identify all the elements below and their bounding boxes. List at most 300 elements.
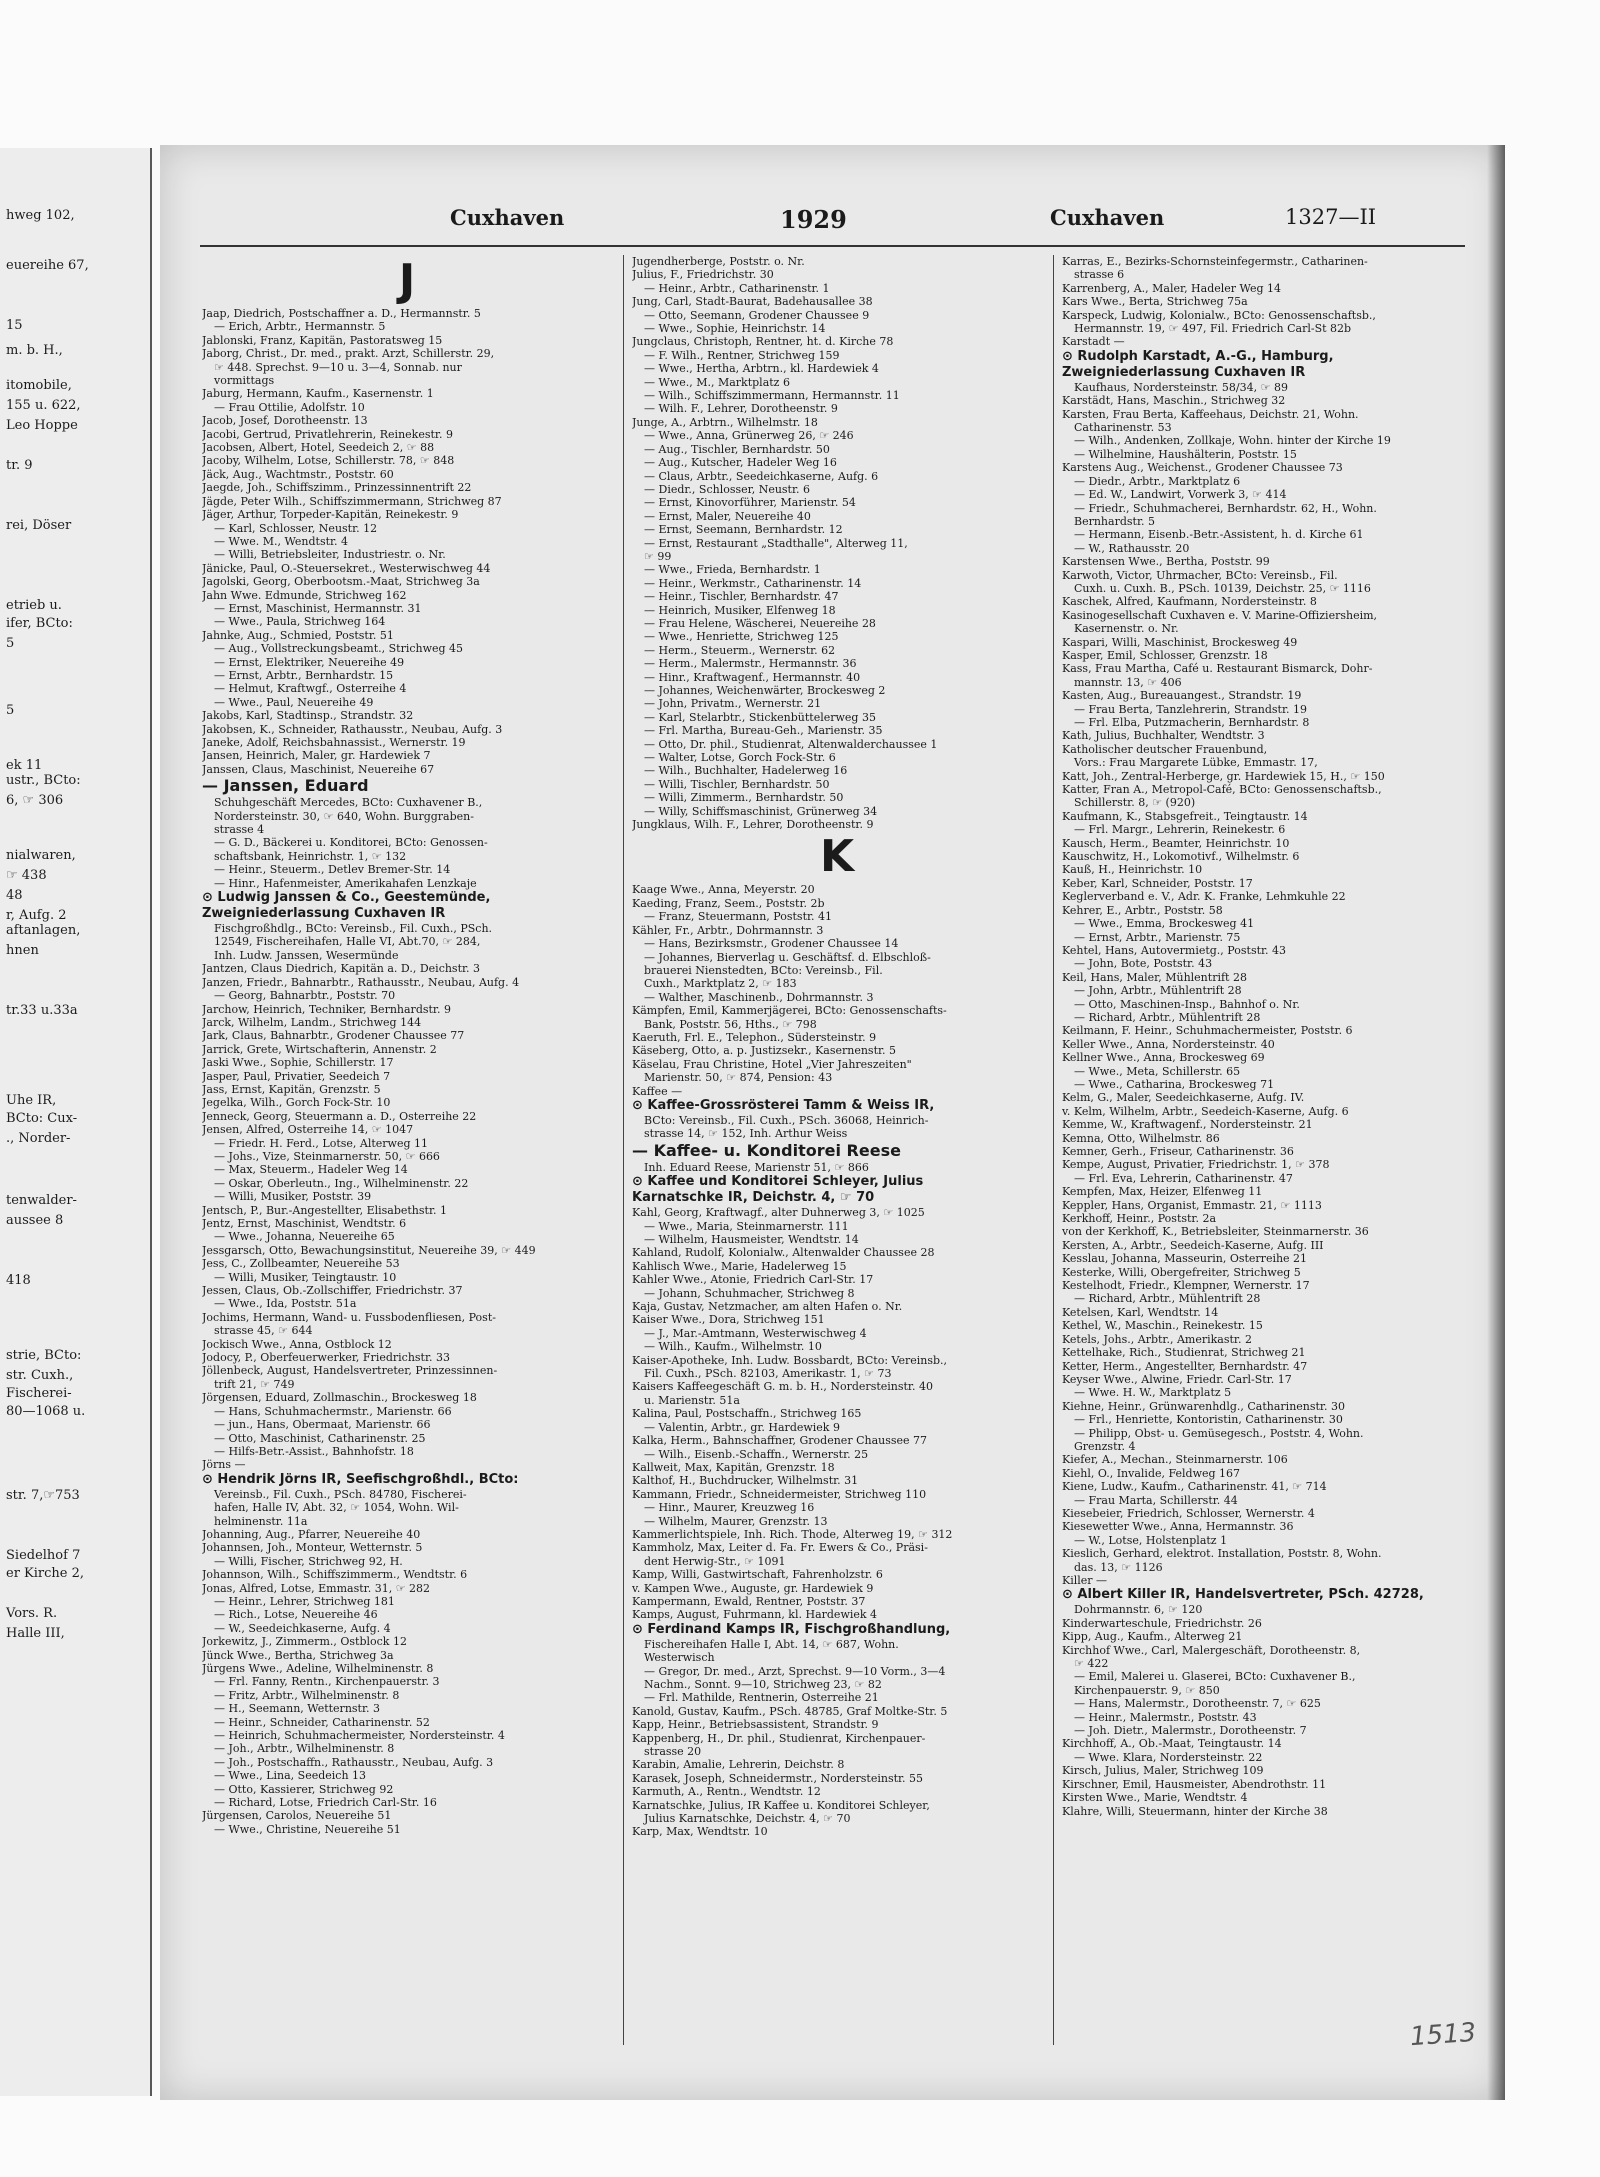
directory-entry: — W., Rathausstr. 20 (1074, 541, 1190, 555)
directory-entry: Kethel, W., Maschin., Reinekestr. 15 (1062, 1319, 1263, 1333)
directory-entry: Jacobsen, Albert, Hotel, Seedeich 2, ☞ 88 (202, 441, 435, 455)
directory-entry: — Richard, Lotse, Friedrich Carl-Str. 16 (214, 1796, 437, 1810)
directory-entry: Kasernenstr. o. Nr. (1074, 622, 1179, 636)
previous-page-text: strie, BCto: (6, 1348, 82, 1363)
directory-entry: — Wwe., Lina, Seedeich 13 (214, 1769, 367, 1783)
directory-firm-entry: ⊙ Hendrik Jörns IR, Seefischgroßhdl., BCto: (202, 1471, 519, 1487)
directory-entry: — Heinr., Steuerm., Detlev Bremer-Str. 14 (214, 863, 451, 877)
directory-entry: — Diedr., Arbtr., Marktplatz 6 (1074, 474, 1241, 488)
directory-entry: Johannsen, Joh., Monteur, Wetternstr. 5 (202, 1541, 423, 1555)
header-page-number: 1327—II (1285, 205, 1377, 229)
directory-entry: Kiesebeier, Friedrich, Schlosser, Wernerstr. 4 (1062, 1506, 1315, 1520)
directory-entry: — Fritz, Arbtr., Wilhelminenstr. 8 (214, 1688, 400, 1702)
directory-entry: Karstadt — (1062, 335, 1125, 349)
directory-entry: Kirchenpauerstr. 9, ☞ 850 (1074, 1683, 1220, 1697)
directory-entry: — Hans, Bezirksmstr., Grodener Chaussee 14 (644, 937, 899, 951)
directory-entry: Jakobs, Karl, Stadtinsp., Strandstr. 32 (202, 709, 414, 723)
directory-entry: — Wwe., Anna, Grünerweg 26, ☞ 246 (644, 429, 854, 443)
directory-entry: vormittags (214, 374, 275, 388)
directory-page (160, 145, 1505, 2100)
previous-page-text: tenwalder- (6, 1193, 77, 1208)
header-rule (200, 245, 1465, 247)
directory-entry: Käseberg, Otto, a. p. Justizsekr., Kasernenstr. 5 (632, 1044, 897, 1058)
directory-entry: Kanold, Gustav, Kaufm., PSch. 48785, Graf Moltke-Str. 5 (632, 1704, 948, 1718)
directory-entry: — Ernst, Maler, Neuereihe 40 (644, 509, 811, 523)
previous-page-text: 48 (6, 888, 23, 903)
directory-entry: — Wwe. M., Wendtstr. 4 (214, 534, 349, 548)
directory-entry: — Frl. Mathilde, Rentnerin, Osterreihe 21 (644, 1691, 879, 1705)
directory-entry: Jockisch Wwe., Anna, Ostblock 12 (202, 1337, 392, 1351)
directory-entry: Kammerlichtspiele, Inh. Rich. Thode, Alterweg 19, ☞ 312 (632, 1527, 953, 1541)
directory-entry: Jansen, Heinrich, Maler, gr. Hardewiek 7 (202, 749, 431, 763)
directory-entry: — Otto, Seemann, Grodener Chaussee 9 (644, 308, 870, 322)
directory-entry: Karwoth, Victor, Uhrmacher, BCto: Vereinsb., Fil. (1062, 568, 1338, 582)
directory-column-1 (202, 255, 612, 1836)
directory-entry: Kallweit, Max, Kapitän, Grenzstr. 18 (632, 1460, 835, 1474)
directory-entry: Katter, Fran A., Metropol-Café, BCto: Genossenschaftsb., (1062, 783, 1382, 797)
directory-entry: — Hinr., Maurer, Kreuzweg 16 (644, 1501, 815, 1515)
directory-entry: Keyser Wwe., Alwine, Friedr. Carl-Str. 17 (1062, 1372, 1292, 1386)
directory-entry: Julius Karnatschke, Deichstr. 4, ☞ 70 (644, 1812, 851, 1826)
directory-entry: — Walter, Lotse, Gorch Fock-Str. 6 (644, 751, 836, 765)
directory-entry: Karabin, Amalie, Lehrerin, Deichstr. 8 (632, 1758, 845, 1772)
page-header (160, 205, 1505, 243)
directory-entry: Keil, Hans, Maler, Mühlentrift 28 (1062, 970, 1247, 984)
directory-entry: — Wwe., Frieda, Bernhardstr. 1 (644, 563, 821, 577)
directory-entry: Cuxh., Marktplatz 2, ☞ 183 (644, 977, 797, 991)
directory-entry: Johanning, Aug., Pfarrer, Neuereihe 40 (202, 1527, 421, 1541)
directory-entry: — Willy, Schiffsmaschinist, Grünerweg 34 (644, 804, 878, 818)
directory-entry: Kaeding, Franz, Seem., Poststr. 2b (632, 896, 825, 910)
directory-entry: — Heinr., Malermstr., Poststr. 43 (1074, 1710, 1257, 1724)
previous-page-text: 5 (6, 636, 15, 651)
directory-firm-entry: ⊙ Rudolph Karstadt, A.-G., Hamburg, (1062, 348, 1334, 364)
directory-entry: Cuxh. u. Cuxh. B., PSch. 10139, Deichstr. 25, ☞ 1116 (1074, 581, 1371, 595)
directory-entry: Jahn Wwe. Edmunde, Strichweg 162 (202, 588, 407, 602)
directory-entry: — Ernst, Arbtr., Marienstr. 75 (1074, 930, 1241, 944)
directory-entry: Kausch, Herm., Beamter, Heinrichstr. 10 (1062, 836, 1290, 850)
directory-entry: — Wilhelm, Maurer, Grenzstr. 13 (644, 1514, 828, 1528)
previous-page-text: rei, Döser (6, 518, 72, 533)
directory-entry: — Walther, Maschinenb., Dohrmannstr. 3 (644, 990, 874, 1004)
directory-entry: Karras, E., Bezirks-Schornsteinfegermstr., Catharinen- (1062, 255, 1368, 268)
directory-entry: Jochims, Hermann, Wand- u. Fussbodenfliesen, Post- (202, 1310, 496, 1324)
directory-entry: — H., Seemann, Wetternstr. 3 (214, 1702, 381, 1716)
directory-entry: Karasek, Joseph, Schneidermstr., Nordersteinstr. 55 (632, 1771, 924, 1785)
directory-entry: trift 21, ☞ 749 (214, 1377, 295, 1391)
directory-entry: Jacoby, Wilhelm, Lotse, Schillerstr. 78, ☞ 848 (202, 454, 455, 468)
directory-entry: — jun., Hans, Obermaat, Marienstr. 66 (214, 1418, 431, 1432)
directory-entry: Karstens Aug., Weichenst., Grodener Chaussee 73 (1062, 461, 1343, 475)
directory-entry: — Wwe., Emma, Brockesweg 41 (1074, 917, 1255, 931)
directory-entry: — Wwe., Sophie, Heinrichstr. 14 (644, 322, 826, 336)
directory-entry: Kaiser-Apotheke, Inh. Ludw. Bossbardt, BCto: Vereinsb., (632, 1353, 948, 1367)
directory-entry: schaftsbank, Heinrichstr. 1, ☞ 132 (214, 849, 407, 863)
directory-entry: Kaiser Wwe., Dora, Strichweg 151 (632, 1313, 825, 1327)
directory-entry: — Wilh., Buchhalter, Hadelerweg 16 (644, 764, 848, 778)
directory-entry: Janssen, Claus, Maschinist, Neuereihe 67 (202, 762, 435, 776)
directory-entry: — Willi, Tischler, Bernhardstr. 50 (644, 777, 830, 791)
directory-entry: Kiene, Ludw., Kaufm., Catharinenstr. 41, ☞ 714 (1062, 1480, 1327, 1494)
directory-entry: das. 13, ☞ 1126 (1074, 1560, 1163, 1574)
directory-entry: Jarrick, Grete, Wirtschafterin, Annenstr. 2 (202, 1042, 437, 1056)
directory-entry: Kirchhoff, A., Ob.-Maat, Teingtaustr. 14 (1062, 1737, 1282, 1751)
previous-page-text: etrieb u. (6, 598, 62, 613)
directory-entry: Kiehl, O., Invalide, Feldweg 167 (1062, 1466, 1241, 1480)
directory-display-entry: — Janssen, Eduard (202, 776, 369, 796)
directory-entry: Kelm, G., Maler, Seedeichkaserne, Aufg. IV. (1062, 1091, 1305, 1105)
directory-entry: — Heinr., Schneider, Catharinenstr. 52 (214, 1715, 430, 1729)
directory-entry: Jacobi, Gertrud, Privatlehrerin, Reinekestr. 9 (202, 427, 453, 441)
directory-entry: u. Marienstr. 51a (644, 1393, 740, 1407)
directory-firm-entry: ⊙ Kaffee-Grossrösterei Tamm & Weiss IR, (632, 1097, 935, 1113)
directory-entry: Karstädt, Hans, Maschin., Strichweg 32 (1062, 394, 1286, 408)
directory-entry: Kaspari, Willi, Maschinist, Brockesweg 49 (1062, 635, 1298, 649)
directory-entry: Kaja, Gustav, Netzmacher, am alten Hafen o. Nr. (632, 1300, 903, 1314)
directory-entry: — Diedr., Schlosser, Neustr. 6 (644, 482, 811, 496)
directory-entry: — Wilh., Kaufm., Wilhelmstr. 10 (644, 1340, 822, 1354)
directory-entry: — Wilh. F., Lehrer, Dorotheenstr. 9 (644, 402, 838, 416)
previous-page-text: euereihe 67, (6, 258, 89, 273)
directory-entry: Jonas, Alfred, Lotse, Emmastr. 31, ☞ 282 (202, 1581, 431, 1595)
header-city-left: Cuxhaven (450, 205, 565, 230)
directory-entry: Kemner, Gerh., Friseur, Catharinenstr. 36 (1062, 1145, 1294, 1158)
directory-entry: — Aug., Tischler, Bernhardstr. 50 (644, 442, 830, 456)
directory-entry: Kaage Wwe., Anna, Meyerstr. 20 (632, 883, 815, 897)
directory-entry: — Rich., Lotse, Neuereihe 46 (214, 1608, 378, 1622)
directory-entry: Kettelhake, Rich., Studienrat, Strichweg 21 (1062, 1346, 1306, 1360)
directory-entry: — Wwe., Christine, Neuereihe 51 (214, 1822, 401, 1836)
directory-entry: Karspeck, Ludwig, Kolonialw., BCto: Genossenschaftsb., (1062, 308, 1376, 322)
previous-page-text: Vors. R. (6, 1606, 58, 1621)
directory-entry: Kasinogesellschaft Cuxhaven e. V. Marine-Offiziersheim, (1062, 608, 1378, 622)
directory-entry: — Otto, Maschinen-Insp., Bahnhof o. Nr. (1074, 997, 1300, 1011)
directory-entry: strasse 20 (644, 1745, 702, 1759)
directory-entry: — G. D., Bäckerei u. Konditorei, BCto: Genossen- (214, 836, 488, 850)
directory-entry: — Johannes, Bierverlag u. Geschäftsf. d. Elbschloß- (644, 950, 931, 964)
directory-entry: — Karl, Stelarbtr., Stickenbüttelerweg 35 (644, 710, 876, 724)
directory-entry: Kauß, H., Heinrichstr. 10 (1062, 863, 1203, 877)
directory-entry: Kerkhoff, Heinr., Poststr. 2a (1062, 1212, 1217, 1226)
directory-entry: — Aug., Kutscher, Hadeler Weg 16 (644, 456, 837, 470)
directory-entry: — Friedr. H. Ferd., Lotse, Alterweg 11 (214, 1136, 429, 1150)
directory-entry: Kemme, W., Kraftwagenf., Nordersteinstr. 21 (1062, 1118, 1313, 1132)
directory-entry: — Frl. Elba, Putzmacherin, Bernhardstr. 8 (1074, 716, 1310, 729)
directory-entry: — Wwe. H. W., Marktplatz 5 (1074, 1386, 1232, 1400)
directory-entry: Karrenberg, A., Maler, Hadeler Weg 14 (1062, 281, 1281, 295)
directory-entry: Vereinsb., Fil. Cuxh., PSch. 84780, Fischerei- (214, 1487, 467, 1501)
directory-entry: — Wilh., Eisenb.-Schaffn., Wernerstr. 25 (644, 1447, 869, 1461)
section-letter: J (398, 255, 416, 306)
previous-page-text: 15 (6, 318, 23, 333)
directory-entry: Katholischer deutscher Frauenbund, (1062, 742, 1268, 756)
directory-entry: — Ernst, Maschinist, Hermannstr. 31 (214, 601, 422, 615)
directory-entry: — Oskar, Oberleutn., Ing., Wilhelminenstr. 22 (214, 1176, 469, 1190)
directory-entry: — Wilhelmine, Haushälterin, Poststr. 15 (1074, 447, 1297, 461)
directory-entry: Kipp, Aug., Kaufm., Alterweg 21 (1062, 1630, 1243, 1644)
directory-entry: — Willi, Betriebsleiter, Industriestr. o. Nr. (214, 548, 446, 562)
previous-page-text: r, Aufg. 2 (6, 908, 67, 923)
directory-entry: Kath, Julius, Buchhalter, Wendtstr. 3 (1062, 729, 1265, 743)
directory-entry: Karp, Max, Wendtstr. 10 (632, 1825, 768, 1839)
directory-entry: Keglerverband e. V., Adr. K. Franke, Lehmkuhle 22 (1062, 890, 1346, 904)
directory-entry: — Max, Steuerm., Hadeler Weg 14 (214, 1163, 408, 1177)
directory-entry: Jaegde, Joh., Schiffszimm., Prinzessinnentrift 22 (202, 481, 472, 495)
directory-firm-entry: ⊙ Albert Killer IR, Handelsvertreter, PSch. 42728, (1062, 1587, 1424, 1603)
directory-entry: — Herm., Steuerm., Wernerstr. 62 (644, 643, 836, 657)
directory-firm-entry: ⊙ Ferdinand Kamps IR, Fischgroßhandlung, (632, 1621, 951, 1637)
directory-entry: Kämpfen, Emil, Kammerjägerei, BCto: Genossenschafts- (632, 1004, 947, 1018)
directory-entry: v. Kampen Wwe., Auguste, gr. Hardewiek 9 (632, 1581, 874, 1595)
directory-entry: Jark, Claus, Bahnarbtr., Grodener Chaussee 77 (202, 1029, 465, 1043)
directory-entry: — Wwe., Ida, Poststr. 51a (214, 1297, 357, 1311)
directory-entry: Kahland, Rudolf, Kolonialw., Altenwalder Chaussee 28 (632, 1246, 935, 1260)
directory-entry: — Johs., Vize, Steinmarnerstr. 50, ☞ 666 (214, 1149, 440, 1163)
directory-entry: Kahlisch Wwe., Marie, Hadelerweg 15 (632, 1259, 847, 1273)
previous-page-text: str. 7,☞753 (6, 1488, 80, 1503)
directory-entry: — Franz, Steuermann, Poststr. 41 (644, 910, 833, 924)
previous-page-text: aussee 8 (6, 1213, 64, 1228)
directory-entry: Jentsch, P., Bur.-Angestellter, Elisabethstr. 1 (202, 1203, 447, 1217)
directory-entry: — Frl., Henriette, Kontoristin, Catharinenstr. 30 (1074, 1413, 1343, 1427)
directory-entry: — Wwe., Hertha, Arbtrn., kl. Hardewiek 4 (644, 362, 879, 376)
directory-entry: Inh. Eduard Reese, Marienstr 51, ☞ 866 (644, 1160, 869, 1174)
directory-entry: Marienstr. 50, ☞ 874, Pension: 43 (644, 1071, 833, 1085)
directory-entry: Fischereihafen Halle I, Abt. 14, ☞ 687, Wohn. (644, 1637, 899, 1651)
directory-entry: — Herm., Malermstr., Hermannstr. 36 (644, 657, 857, 671)
directory-entry: Hermannstr. 19, ☞ 497, Fil. Friedrich Carl-St 82b (1074, 322, 1352, 336)
directory-entry: Kaufmann, K., Stabsgefreit., Teingtaustr. 14 (1062, 809, 1308, 823)
directory-entry: — Frau Marta, Schillerstr. 44 (1074, 1493, 1238, 1507)
directory-entry: — Ernst, Elektriker, Neuereihe 49 (214, 655, 405, 669)
previous-page-text: Halle III, (6, 1626, 65, 1641)
previous-page-text: er Kirche 2, (6, 1566, 85, 1581)
directory-entry: — Frl. Fanny, Rentn., Kirchenpauerstr. 3 (214, 1675, 440, 1689)
directory-entry: — John, Bote, Poststr. 43 (1074, 957, 1213, 971)
directory-entry: Jass, Ernst, Kapitän, Grenzstr. 5 (202, 1082, 381, 1096)
directory-entry: Jünck Wwe., Bertha, Strichweg 3a (202, 1648, 394, 1662)
directory-entry: — Ed. W., Landwirt, Vorwerk 3, ☞ 414 (1074, 488, 1287, 502)
directory-firm-entry: Zweigniederlassung Cuxhaven IR (202, 906, 446, 922)
directory-entry: Karstensen Wwe., Bertha, Poststr. 99 (1062, 555, 1270, 569)
directory-entry: Kempe, August, Privatier, Friedrichstr. 1, ☞ 378 (1062, 1158, 1330, 1172)
directory-column-2 (632, 255, 1042, 1839)
directory-entry: — Frl. Martha, Bureau-Geh., Marienstr. 35 (644, 724, 883, 738)
directory-entry: Ketels, Johs., Arbtr., Amerikastr. 2 (1062, 1332, 1252, 1346)
directory-entry: — Ernst, Seemann, Bernhardstr. 12 (644, 523, 843, 537)
directory-entry: — Ernst, Arbtr., Bernhardstr. 15 (214, 668, 394, 682)
directory-entry: Jegelka, Wilh., Gorch Fock-Str. 10 (202, 1096, 391, 1110)
directory-entry: Jörns — (202, 1458, 246, 1472)
directory-entry: Jaski Wwe., Sophie, Schillerstr. 17 (202, 1056, 394, 1070)
directory-entry: Jäger, Arthur, Torpeder-Kapitän, Reinekestr. 9 (202, 508, 459, 522)
directory-entry: Kammann, Friedr., Schneidermeister, Strichweg 110 (632, 1487, 927, 1501)
directory-entry: — Helmut, Kraftwgf., Osterreihe 4 (214, 682, 407, 696)
previous-page-text: aftanlagen, (6, 923, 81, 938)
page-edge-shadow (1487, 145, 1505, 2100)
directory-entry: — Joh., Postschaffn., Rathausstr., Neubau, Aufg. 3 (214, 1755, 494, 1769)
directory-entry: Fischgroßhdlg., BCto: Vereinsb., Fil. Cuxh., PSch. (214, 922, 493, 936)
directory-entry: ☞ 99 (644, 549, 672, 563)
directory-entry: — Wwe., Catharina, Brockesweg 71 (1074, 1077, 1275, 1091)
directory-entry: — Ernst, Kinovorführer, Marienstr. 54 (644, 496, 856, 510)
directory-entry: Kellner Wwe., Anna, Brockesweg 69 (1062, 1051, 1265, 1065)
directory-entry: Junge, A., Arbtrn., Wilhelmstr. 18 (632, 415, 818, 429)
directory-entry: Kalthof, H., Buchdrucker, Wilhelmstr. 31 (632, 1474, 859, 1488)
directory-entry: — Emil, Malerei u. Glaserei, BCto: Cuxhavener B., (1074, 1670, 1356, 1684)
directory-entry: Kesterke, Willi, Obergefreiter, Strichweg 5 (1062, 1265, 1301, 1279)
previous-page-text: m. b. H., (6, 343, 63, 358)
directory-entry: Kaeruth, Frl. E., Telephon., Südersteinstr. 9 (632, 1030, 877, 1044)
directory-entry: Jungklaus, Wilh. F., Lehrer, Dorotheenstr. 9 (632, 818, 874, 832)
directory-entry: Jasper, Paul, Privatier, Seedeich 7 (202, 1069, 391, 1083)
directory-entry: — Wwe., Meta, Schillerstr. 65 (1074, 1064, 1241, 1078)
directory-entry: — Frau Ottilie, Adolfstr. 10 (214, 400, 365, 414)
directory-entry: Jess, C., Zollbeamter, Neuereihe 53 (202, 1257, 400, 1271)
directory-entry: — Willi, Fischer, Strichweg 92, H. (214, 1554, 403, 1568)
previous-page-text: 6, ☞ 306 (6, 793, 64, 808)
directory-entry: — Joh., Arbtr., Wilhelminenstr. 8 (214, 1742, 395, 1756)
previous-page-edge (0, 148, 152, 2096)
directory-entry: — Friedr., Schuhmacherei, Bernhardstr. 62, H., Wohn. (1074, 501, 1377, 515)
directory-entry: — Wilhelm, Hausmeister, Wendtstr. 14 (644, 1233, 859, 1246)
directory-entry: — Hans, Schuhmachermstr., Marienstr. 66 (214, 1404, 452, 1418)
previous-page-text: tr. 9 (6, 458, 33, 473)
directory-entry: Kemna, Otto, Wilhelmstr. 86 (1062, 1131, 1220, 1145)
directory-entry: Kersten, A., Arbtr., Seedeich-Kaserne, Aufg. III (1062, 1238, 1324, 1252)
previous-page-text: itomobile, (6, 378, 72, 393)
directory-entry: Kehtel, Hans, Autovermietg., Poststr. 43 (1062, 943, 1287, 957)
directory-entry: Katt, Joh., Zentral-Herberge, gr. Hardewiek 15, H., ☞ 150 (1062, 769, 1385, 783)
directory-entry: — Heinr., Tischler, Bernhardstr. 47 (644, 590, 839, 604)
directory-entry: — Wilh., Schiffszimmermann, Hermannstr. 11 (644, 389, 900, 403)
directory-entry: — Wwe., Paul, Neuereihe 49 (214, 695, 374, 709)
directory-entry: Jahnke, Aug., Schmied, Poststr. 51 (202, 628, 394, 642)
directory-entry: — F. Wilh., Rentner, Strichweg 159 (644, 348, 840, 362)
directory-entry: Bank, Poststr. 56, Hths., ☞ 798 (644, 1017, 817, 1031)
previous-page-text: tr.33 u.33a (6, 1003, 78, 1018)
directory-entry: helminenstr. 11a (214, 1514, 308, 1528)
directory-entry: Westerwisch (644, 1651, 715, 1665)
directory-entry: Janzen, Friedr., Bahnarbtr., Rathausstr., Neubau, Aufg. 4 (202, 975, 520, 989)
directory-entry: Kalina, Paul, Postschaffn., Strichweg 165 (632, 1407, 862, 1421)
directory-entry: Kesslau, Johanna, Masseurin, Osterreihe 21 (1062, 1252, 1308, 1266)
directory-entry: Dohrmannstr. 6, ☞ 120 (1074, 1603, 1203, 1617)
directory-firm-entry: ⊙ Ludwig Janssen & Co., Geestemünde, (202, 890, 491, 906)
directory-entry: Grenzstr. 4 (1074, 1439, 1136, 1453)
directory-entry: Kapp, Heinr., Betriebsassistent, Strandstr. 9 (632, 1718, 879, 1732)
directory-entry: Kauschwitz, H., Lokomotivf., Wilhelmstr. 6 (1062, 850, 1300, 864)
directory-entry: Kirsten Wwe., Marie, Wendtstr. 4 (1062, 1791, 1248, 1805)
previous-page-text: ifer, BCto: (6, 616, 73, 631)
previous-page-text: 418 (6, 1273, 31, 1288)
directory-entry: Jöllenbeck, August, Handelsvertreter, Prinzessinnen- (202, 1364, 498, 1378)
directory-entry: — Johann, Schuhmacher, Strichweg 8 (644, 1286, 855, 1300)
directory-entry: Ketter, Herm., Angestellter, Bernhardstr. 47 (1062, 1359, 1308, 1373)
directory-entry: — John, Arbtr., Mühlentrift 28 (1074, 984, 1242, 998)
previous-page-text: 80—1068 u. (6, 1404, 86, 1419)
directory-entry: Ketelsen, Karl, Wendtstr. 14 (1062, 1305, 1219, 1319)
directory-entry: Käselau, Frau Christine, Hotel „Vier Jahreszeiten" (632, 1057, 912, 1071)
directory-entry: Jungclaus, Christoph, Rentner, ht. d. Kirche 78 (632, 335, 894, 349)
directory-entry: Jäck, Aug., Wachtmstr., Poststr. 60 (202, 467, 394, 481)
directory-entry: ☞ 422 (1074, 1657, 1109, 1671)
previous-page-text: ustr., BCto: (6, 773, 81, 788)
directory-entry: strasse 6 (1074, 268, 1125, 282)
directory-entry: — Heinrich, Musiker, Elfenweg 18 (644, 603, 836, 617)
directory-entry: Janeke, Adolf, Reichsbahnassist., Wernerstr. 19 (202, 736, 466, 749)
previous-page-text: 155 u. 622, (6, 398, 81, 413)
directory-entry: — J., Mar.-Amtmann, Westerwischweg 4 (644, 1326, 867, 1340)
directory-entry: Kamp, Willi, Gastwirtschaft, Fahrenholzstr. 6 (632, 1568, 883, 1582)
previous-page-text: Uhe IR, (6, 1093, 57, 1108)
directory-entry: Kammholz, Max, Leiter d. Fa. Fr. Ewers & Co., Präsi- (632, 1541, 928, 1555)
directory-entry: Kaffee — (632, 1084, 683, 1098)
directory-entry: — Willi, Zimmerm., Bernhardstr. 50 (644, 791, 844, 805)
column-divider (623, 255, 624, 2045)
directory-entry: — Karl, Schlosser, Neustr. 12 (214, 521, 378, 535)
directory-entry: Jung, Carl, Stadt-Baurat, Badehausallee 38 (632, 295, 873, 309)
directory-entry: Jenneck, Georg, Steuermann a. D., Osterreihe 22 (202, 1109, 477, 1123)
directory-entry: Kahl, Georg, Kraftwagf., alter Duhnerweg 3, ☞ 1025 (632, 1206, 925, 1220)
directory-entry: — Wwe., Henriette, Strichweg 125 (644, 630, 839, 644)
directory-entry: — Erich, Arbtr., Hermannstr. 5 (214, 320, 386, 334)
directory-entry: — Heinrich, Schuhmachermeister, Nordersteinstr. 4 (214, 1729, 505, 1743)
directory-entry: — Frl. Margr., Lehrerin, Reinekestr. 6 (1074, 823, 1286, 837)
directory-entry: Kiehne, Heinr., Grünwarenhdlg., Catharinenstr. 30 (1062, 1399, 1345, 1413)
directory-entry: Kasper, Emil, Schlosser, Grenzstr. 18 (1062, 648, 1268, 662)
directory-entry: Kaisers Kaffeegeschäft G. m. b. H., Nordersteinstr. 40 (632, 1380, 933, 1394)
directory-firm-entry: Zweigniederlassung Cuxhaven IR (1062, 364, 1306, 380)
directory-entry: Jakobsen, K., Schneider, Rathausstr., Neubau, Aufg. 3 (202, 722, 503, 736)
column-divider (1053, 255, 1054, 2045)
handwritten-annotation: 1513 (1409, 2017, 1478, 2053)
directory-entry: Jänicke, Paul, O.-Steuersekret., Westerwischweg 44 (202, 561, 491, 575)
directory-entry: Keilmann, F. Heinr., Schuhmachermeister, Poststr. 6 (1062, 1024, 1353, 1038)
directory-entry: Jürgensen, Carolos, Neuereihe 51 (202, 1809, 392, 1823)
directory-entry: Jarck, Wilhelm, Landm., Strichweg 144 (202, 1015, 422, 1029)
directory-entry: Jablonski, Franz, Kapitän, Pastoratsweg 15 (202, 333, 443, 347)
directory-entry: strasse 45, ☞ 644 (214, 1324, 313, 1338)
directory-entry: Kinderwarteschule, Friedrichstr. 26 (1062, 1616, 1262, 1630)
previous-page-text: Siedelhof 7 (6, 1548, 81, 1563)
directory-entry: Keller Wwe., Anna, Nordersteinstr. 40 (1062, 1037, 1275, 1051)
directory-entry: — Wilh., Andenken, Zollkaje, Wohn. hinter der Kirche 19 (1074, 434, 1391, 448)
previous-page-text: nialwaren, (6, 848, 76, 863)
directory-entry: — Frau Helene, Wäscherei, Neuereihe 28 (644, 616, 876, 630)
directory-entry: Jarchow, Heinrich, Techniker, Bernhardstr. 9 (202, 1002, 451, 1016)
directory-entry: hafen, Halle IV, Abt. 32, ☞ 1054, Wohn. Wil- (214, 1501, 459, 1515)
directory-entry: Jürgens Wwe., Adeline, Wilhelminenstr. 8 (202, 1662, 434, 1675)
directory-entry: — Frau Berta, Tanzlehrerin, Strandstr. 19 (1074, 702, 1308, 716)
directory-entry: von der Kerkhoff, K., Betriebsleiter, Steinmarnerstr. 36 (1062, 1225, 1369, 1239)
directory-entry: — Johannes, Weichenwärter, Brockesweg 2 (644, 684, 886, 697)
directory-entry: — Valentin, Arbtr., gr. Hardewiek 9 (644, 1420, 840, 1434)
directory-entry: — Gregor, Dr. med., Arzt, Sprechst. 9—10 Vorm., 3—4 (644, 1664, 946, 1678)
directory-entry: Jaborg, Christ., Dr. med., prakt. Arzt, Schillerstr. 29, (202, 347, 495, 361)
directory-entry: — Richard, Arbtr., Mühlentrift 28 (1074, 1010, 1261, 1024)
directory-entry: Kiesewetter Wwe., Anna, Hermannstr. 36 (1062, 1520, 1294, 1534)
directory-entry: — Georg, Bahnarbtr., Poststr. 70 (214, 989, 396, 1003)
directory-entry: Kiefer, A., Mechan., Steinmarnerstr. 106 (1062, 1453, 1288, 1467)
directory-entry: — Frl. Eva, Lehrerin, Catharinenstr. 47 (1074, 1171, 1293, 1185)
directory-entry: Nordersteinstr. 30, ☞ 640, Wohn. Burggraben- (214, 809, 474, 823)
directory-entry: Jentz, Ernst, Maschinist, Wendtstr. 6 (202, 1217, 407, 1230)
directory-entry: — Otto, Kassierer, Strichweg 92 (214, 1782, 394, 1796)
directory-entry: — W., Seedeichkaserne, Aufg. 4 (214, 1621, 391, 1635)
directory-entry: — Heinr., Arbtr., Catharinenstr. 1 (644, 281, 830, 295)
directory-entry: Kamps, August, Fuhrmann, kl. Hardewiek 4 (632, 1608, 878, 1622)
